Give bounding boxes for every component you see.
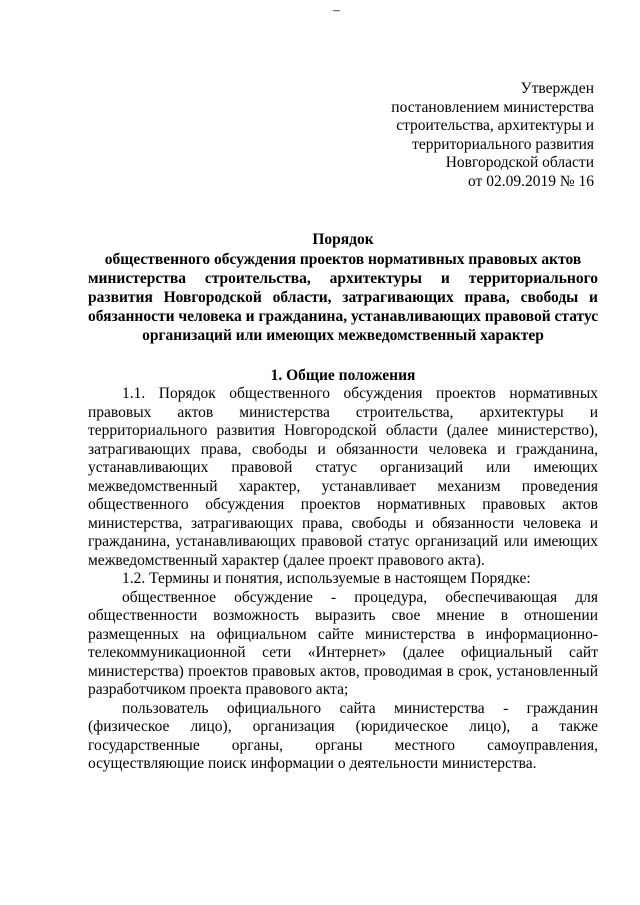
title-line: общественного обсуждения проектов нормативных правовых актов — [104, 251, 582, 268]
body-line: министерства, затрагивающих права, свободы и обязанности человека и — [88, 514, 598, 532]
body-line: общественное обсуждение - процедура, обеспечивающая для — [122, 588, 598, 606]
title-line: министерства строительства, архитектуры и территориального — [88, 270, 598, 287]
body-line: осуществляющие поиск информации о деятельности министерства. — [88, 755, 537, 772]
document-title-block — [88, 230, 598, 345]
approval-line: постановлением министерства — [391, 98, 594, 116]
body-line: 1.1. Порядок общественного обсуждения проектов нормативных — [122, 385, 598, 402]
approval-line: от 02.09.2019 № 16 — [468, 172, 594, 190]
body-line: гражданина, устанавливающих правовой статус организаций или имеющих — [88, 533, 598, 550]
body-line: межведомственный характер, устанавливает механизм проведения — [88, 477, 598, 495]
body-line: министерства) проектов правовых актов, проводимая в срок, установленный — [88, 662, 598, 680]
body-line: размещенных на официальном сайте министерства в информационно- — [88, 625, 598, 643]
body-line: общественного обсуждения проектов нормативных правовых актов — [88, 496, 598, 513]
body-line: общественности возможность выразить свое мнение в отношении — [88, 607, 598, 624]
title-line: организаций или имеющих межведомственный характер — [142, 327, 544, 344]
title-line: развития Новгородской области, затрагивающих права, свободы и — [88, 289, 598, 306]
body-line: 1.2. Термины и понятия, используемые в настоящем Порядке: — [122, 570, 531, 587]
body-line: устанавливающих правовой статус организаций или имеющих — [88, 459, 598, 476]
document-title: Порядок — [312, 231, 374, 248]
approval-line: Утвержден — [520, 80, 594, 97]
approval-line: строительства, архитектуры и — [396, 117, 594, 134]
section-heading: 1. Общие положения — [270, 367, 416, 384]
approval-line: Новгородской области — [445, 154, 594, 171]
body-line: территориального развития Новгородской области (далее министерство), — [88, 422, 598, 439]
document-body — [88, 385, 598, 774]
body-line: телекоммуникационной сети «Интернет» (далее официальный сайт — [88, 644, 598, 661]
body-line: правовых актов министерства строительства, архитектуры и — [88, 403, 598, 421]
page-top-mark: – — [333, 3, 340, 18]
approval-stamp-block — [354, 80, 594, 191]
body-line: межведомственный характер (далее проект правового акта). — [88, 551, 485, 569]
body-line: затрагивающих права, свободы и обязанности человека и гражданина, — [88, 440, 598, 458]
body-line: государственные органы, органы местного самоуправления, — [88, 736, 598, 754]
body-line: пользователь официального сайта министерства - гражданин — [122, 699, 598, 717]
body-line: разработчиком проекта правового акта; — [88, 681, 349, 698]
body-line: (физическое лицо), организация (юридическое лицо), а также — [88, 718, 598, 735]
title-line: обязанности человека и гражданина, устанавливающих правовой статус — [88, 308, 599, 325]
approval-line: территориального развития — [412, 135, 594, 153]
